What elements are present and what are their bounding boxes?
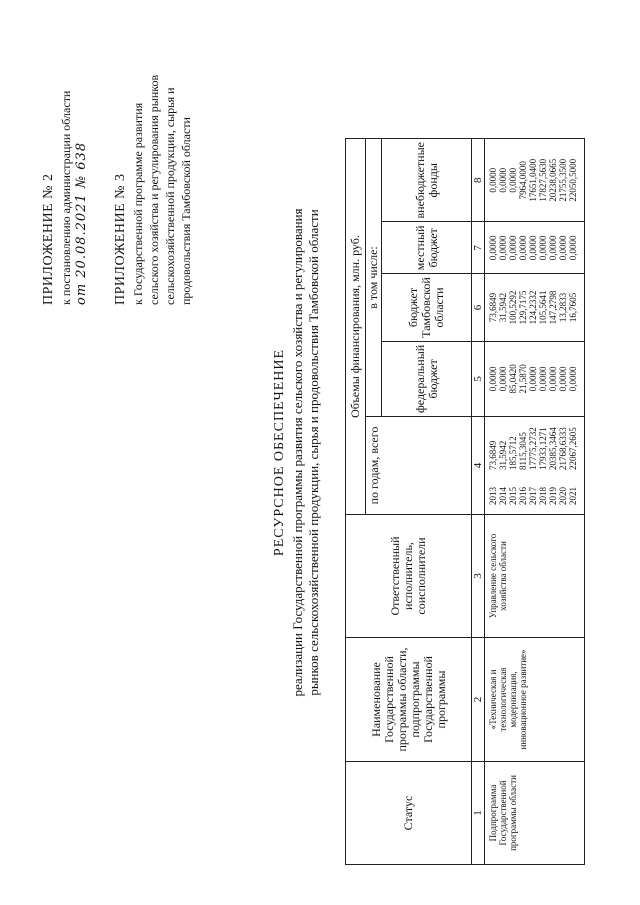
handwritten-date-number: от 20.08.2021 № 638 bbox=[74, 141, 89, 305]
column-number: 1 bbox=[472, 762, 485, 865]
annex2-title: ПРИЛОЖЕНИЕ № 2 bbox=[41, 173, 56, 305]
row-local: 0,0000 0,0000 0,0000 0,0000 0,0000 0,0000 0,0000 0,0000 0,0000 bbox=[485, 222, 585, 274]
header-including: в том числе: bbox=[366, 139, 382, 417]
annex3-line: к Государственной программе развития bbox=[131, 102, 145, 305]
annex3-block bbox=[112, 75, 194, 305]
row-extrabudget: 0,0000 0,0000 0,0000 7964,0000 17651,0400 17827,5630 20238,0665 21755,3500 22050,5000 bbox=[485, 139, 585, 223]
appendix-header bbox=[40, 91, 90, 305]
column-number: 3 bbox=[472, 515, 485, 638]
header-status: Статус bbox=[346, 762, 472, 865]
header-local: местный бюджет bbox=[382, 222, 472, 274]
row-status: Подпрограмма Государственной программы области bbox=[485, 762, 585, 865]
annex3-line: продовольствия Тамбовской области bbox=[179, 117, 193, 305]
document-title: РЕСУРСНОЕ ОБЕСПЕЧЕНИЕ bbox=[272, 348, 287, 557]
header-regional: бюджет Тамбовской области bbox=[382, 274, 472, 342]
column-number: 8 bbox=[472, 139, 485, 223]
table-row bbox=[485, 139, 585, 865]
header-name: Наименование Государственной программы области, подпрограммы Государственной программы bbox=[346, 638, 472, 762]
row-years: 2013 2014 2015 2016 2017 2018 2019 2020 2021 bbox=[488, 487, 578, 505]
row-years-total bbox=[485, 417, 585, 515]
subtitle-line: реализации Государственной программы развития сельского хозяйства и регулирования bbox=[290, 208, 305, 697]
column-number: 2 bbox=[472, 638, 485, 762]
header-federal: федеральный бюджет bbox=[382, 341, 472, 416]
row-name: «Техническая и технологическая модернизация, инновационное развитие» bbox=[485, 638, 585, 762]
column-number: 6 bbox=[472, 274, 485, 342]
header-extrabudget: внебюджетные фонды bbox=[382, 139, 472, 223]
row-total: 73,6849 31,5942 185,5712 8115,3045 17775,2732 17933,1271 20385,3464 21768,6333 22067,2605 bbox=[488, 427, 578, 470]
column-number: 5 bbox=[472, 341, 485, 416]
column-number: 7 bbox=[472, 222, 485, 274]
header-volume: Объемы финансирования, млн. руб. bbox=[346, 139, 366, 515]
subtitle-line: рынков сельскохозяйственной продукции, сырья и продовольствия Тамбовской области bbox=[306, 209, 321, 696]
header-by-years: по годам, всего bbox=[366, 417, 472, 515]
annex3-title: ПРИЛОЖЕНИЕ № 3 bbox=[113, 173, 128, 305]
document-subtitle bbox=[290, 90, 322, 815]
annex3-line: сельскохозяйственной продукции, сырья и bbox=[163, 87, 177, 305]
row-federal: 0,0000 0,0000 85,0420 21,5870 0,0000 0,0000 0,0000 0,0000 0,0000 bbox=[485, 341, 585, 416]
annex3-line: сельского хозяйства и регулирования рынков bbox=[147, 74, 161, 305]
row-responsible: Управление сельского хозяйства области bbox=[485, 515, 585, 638]
row-regional: 73,6849 31,5942 100,5292 129,7175 124,2332 105,5641 147,2798 13,2833 16,7605 bbox=[485, 274, 585, 342]
column-number: 4 bbox=[472, 417, 485, 515]
resource-table bbox=[345, 138, 585, 865]
header-responsible: Ответственный исполнитель, соисполнители bbox=[346, 515, 472, 638]
decree-line: к постановлению администрации области bbox=[59, 90, 73, 305]
